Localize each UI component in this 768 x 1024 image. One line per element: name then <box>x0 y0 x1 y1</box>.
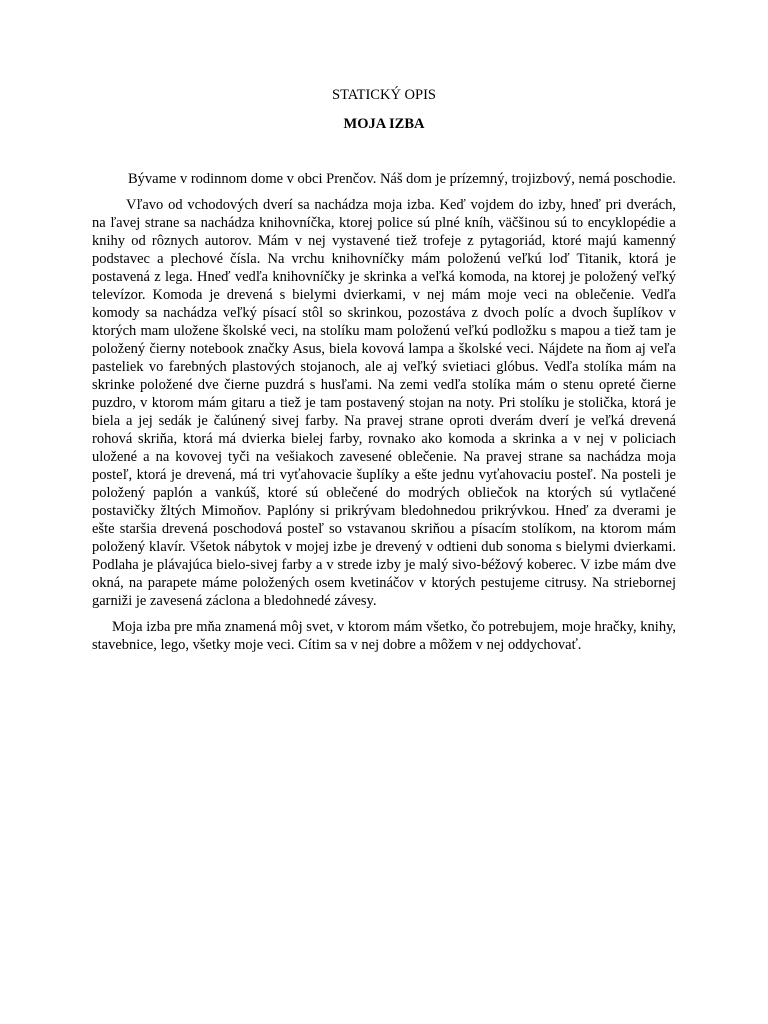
document-title: MOJA IZBA <box>343 116 425 132</box>
paragraph-intro: Bývame v rodinnom dome v obci Prenčov. Náš dom je prízemný, trojizbový, nemá poschodie. <box>128 171 676 187</box>
document-type-heading: STATICKÝ OPIS <box>332 87 436 103</box>
paragraph-description: Vľavo od vchodových dverí sa nachádza moja izba. Keď vojdem do izby, hneď pri dverách, na ľavej strane sa nachádza knihovníčka, ktorej police sú plné kníh, väčšinou sú to encyklopédie a knihy od rôznych autorov. Mám v nej vystavené tiež trofeje z pytagoriád, ktoré majú kamenný podstavec a plechové čísla. Na vrchu knihovníčky mám položenú veľkú loď Titanik, ktorá je postavená z lega. Hneď vedľa knihovníčky je skrinka a veľká komoda, na ktorej je položený veľký televízor. Komoda je drevená s bielymi dvierkami, v nej mám moje veci na oblečenie. Vedľa komody sa nachádza veľký písací stôl so skrinkou, pozostáva z dvoch políc a dvoch šuplíkov v ktorých mam uložene školské veci, na stolíku mam položenú veľkú podložku s mapou a tiež tam je položený čierny notebook značky Asus, biela kovová lampa a školské veci. Nájdete na ňom aj veľa pasteliek vo farebných plastových stojanoch, ale aj veľký svietiaci glóbus. Vedľa stolíka mám na skrinke položené dve čierne puzdrá s husľami. Na zemi vedľa stolíka mám o stenu opreté čierne puzdro, v ktorom mám gitaru a tiež je tam postavený stojan na noty. Pri stolíku je stolička, ktorá je biela a jej sedák je čalúnený sivej farby. Na pravej strane oproti dverám dverí je veľká drevená rohová skriňa, ktorá má dvierka bielej farby, rovnako ako komoda a skrinka a v nej v policiach uložené a na kovovej tyči na vešiakoch zavesené oblečenie. Na pravej strane sa nachádza moja posteľ, ktorá je drevená, má tri vyťahovacie šuplíky a ešte jednu vyťahovaciu posteľ. Na posteli je položený paplón a vankúš, ktoré sú oblečené do modrých obliečok na ktorých sú vytlačené postavičky žltých Mimoňov. Paplóny si prikrývam bledohnedou prikrývkou. Hneď za dverami je ešte staršia drevená poschodová posteľ so vstavanou skriňou a písacím stolíkom, na ktorom mám položený klavír. Všetok nábytok v mojej izbe je drevený v odtieni dub sonoma s bielymi dvierkami. Podlaha je plávajúca bielo-sivej farby a v strede izby je malý sivo-béžový koberec. V izbe mám dve okná, na parapete máme položených osem kvetináčov v ktorých pestujeme citrusy. Na striebornej garniži je zavesená záclona a bledohnedé závesy. <box>92 197 676 609</box>
paragraph-conclusion: Moja izba pre mňa znamená môj svet, v ktorom mám všetko, čo potrebujem, moje hračky, knihy, stavebnice, lego, všetky moje veci. Cítim sa v nej dobre a môžem v nej oddychovať. <box>92 619 676 653</box>
document-body <box>92 170 676 662</box>
